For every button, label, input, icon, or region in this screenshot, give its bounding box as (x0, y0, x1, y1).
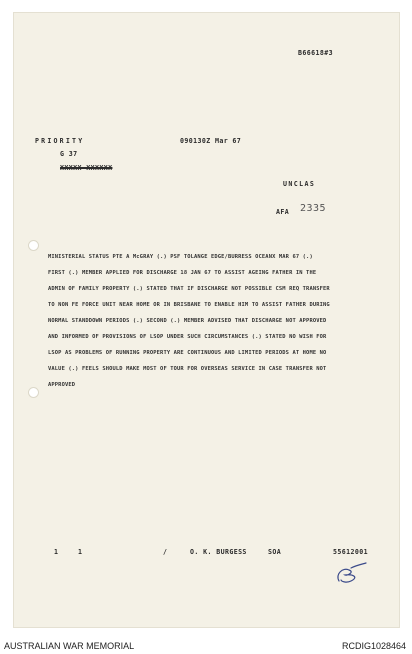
signature-initial (333, 562, 369, 584)
body-line: MINISTERIAL STATUS PTE A McGRAY (.) PSF TOLANGE EDGE/BURRESS OCEANX MAR 67 (.) (48, 254, 313, 260)
serial-prefix: AFA (276, 208, 290, 216)
body-line: APPROVED (48, 382, 76, 388)
addressee: G 37 (60, 150, 78, 158)
footer-field-2: 1 (78, 548, 83, 556)
date-time-group: 090130Z Mar 67 (180, 137, 242, 145)
punch-hole-bottom (28, 387, 39, 398)
originator-appointment: SOA (268, 548, 282, 556)
body-line: TO NON FE FORCE UNIT NEAR HOME OR IN BRISBANE TO ENABLE HIM TO ASSIST FATHER DURING (48, 302, 330, 308)
archive-name: AUSTRALIAN WAR MEMORIAL (4, 641, 135, 651)
precedence: PRIORITY (35, 137, 85, 145)
punch-hole-top (28, 240, 39, 251)
serial-number: 2335 (300, 203, 327, 214)
body-line: AND INFORMED OF PROVISIONS OF LSOP UNDER SUCH CIRCUMSTANCES (.) STATED NO WISH FOR (48, 334, 327, 340)
originator-name: O. K. BURGESS (190, 548, 247, 556)
body-line: LSOP AS PROBLEMS OF RUNNING PROPERTY ARE CONTINUOUS AND LIMITED PERIODS AT HOME NO (48, 350, 327, 356)
body-line: ADMIN OF FAMILY PROPERTY (.) STATED THAT IF DISCHARGE NOT POSSIBLE CSM REQ TRANSFER (48, 286, 330, 292)
reference-number: B66618#3 (298, 49, 333, 57)
body-line: NORMAL STANDDOWN PERIODS (.) SECOND (.) MEMBER ADVISED THAT DISCHARGE NOT APPROVED (48, 318, 327, 324)
footer-field-1: 1 (54, 548, 59, 556)
footer-slash: / (163, 548, 168, 556)
archive-reference: RCDIG1028464 (341, 641, 406, 651)
struck-through-line: XXXXX XXXXXX (60, 164, 113, 172)
body-line: FIRST (.) MEMBER APPLIED FOR DISCHARGE 18 JAN 67 TO ASSIST AGEING FATHER IN THE (48, 270, 317, 276)
body-line: VALUE (.) FEELS SHOULD MAKE MOST OF TOUR FOR OVERSEAS SERVICE IN CASE TRANSFER NOT (48, 366, 327, 372)
originator-phone: 55612001 (333, 548, 368, 556)
archive-footer (0, 632, 412, 654)
classification: UNCLAS (283, 180, 316, 188)
